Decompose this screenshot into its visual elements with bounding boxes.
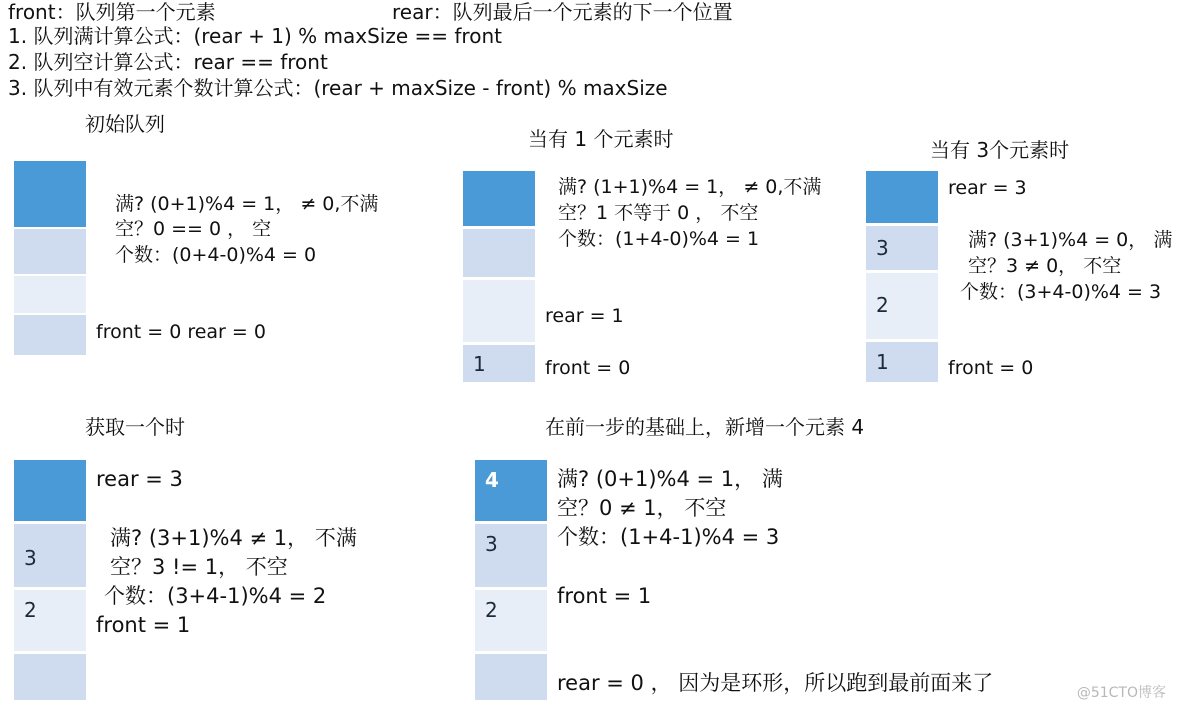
cell-value: 3 <box>24 546 37 570</box>
queue-cell-rear <box>14 460 86 521</box>
front-value: front = 0 <box>948 357 1034 379</box>
queue-cell <box>14 590 86 651</box>
queue-cell <box>463 229 535 277</box>
full-check: 满? (3+1)%4 ≠ 1， 不满 <box>110 526 357 550</box>
full-check: 满? (1+1)%4 = 1， ≠ 0,不满 <box>558 176 822 198</box>
empty-check: 空？0 == 0 ， 空 <box>115 218 272 240</box>
panel-title: 获取一个时 <box>85 415 185 439</box>
rear-value: rear = 3 <box>948 177 1027 199</box>
cell-value: 2 <box>485 598 498 622</box>
cell-value: 4 <box>485 468 499 492</box>
count-calc: 个数：(0+4-0)%4 = 0 <box>115 244 317 266</box>
count-calc: 个数：(1+4-0)%4 = 1 <box>558 228 760 250</box>
empty-check: 空？1 不等于 0 ， 不空 <box>558 202 759 224</box>
rear-value: rear = 0 ， 因为是环形，所以跑到最前面来了 <box>557 671 994 695</box>
full-check: 满? (3+1)%4 = 0， 满 <box>968 229 1173 251</box>
full-check: 满? (0+1)%4 = 1， 满 <box>557 467 783 491</box>
queue-cell-rear <box>14 161 86 227</box>
rear-value: rear = 1 <box>545 305 624 327</box>
queue-cell <box>866 226 938 270</box>
pointer-values: front = 0 rear = 0 <box>96 321 266 343</box>
formula-count: 3. 队列中有效元素个数计算公式：(rear + maxSize - front) % maxSize <box>8 76 668 100</box>
panel-title: 初始队列 <box>85 112 165 136</box>
empty-check: 空？3 ≠ 0， 不空 <box>968 255 1122 277</box>
panel-title: 在前一步的基础上，新增一个元素 4 <box>545 415 865 439</box>
queue-cell <box>14 315 86 355</box>
rear-value: rear = 3 <box>96 467 183 491</box>
cell-value: 1 <box>473 351 486 376</box>
front-value: front = 1 <box>96 613 191 637</box>
queue-cell-rear <box>463 171 535 226</box>
queue-cell <box>866 273 938 339</box>
cell-value: 2 <box>24 598 37 622</box>
count-calc: 个数：(3+4-0)%4 = 3 <box>960 281 1162 303</box>
queue-cell <box>14 229 86 274</box>
full-check: 满? (0+1)%4 = 1， ≠ 0,不满 <box>115 193 379 215</box>
queue-cell <box>14 654 86 700</box>
front-definition: front：队列第一个元素 <box>8 0 216 24</box>
front-value: front = 1 <box>557 584 652 608</box>
queue-cell <box>475 524 547 587</box>
empty-check: 空？0 ≠ 1， 不空 <box>557 496 727 520</box>
formula-empty: 2. 队列空计算公式：rear == front <box>8 50 328 74</box>
queue-cell-rear <box>866 171 938 223</box>
queue-cell <box>463 345 535 382</box>
panel-title: 当有 1 个元素时 <box>528 127 674 151</box>
count-calc: 个数：(3+4-1)%4 = 2 <box>104 584 327 608</box>
formula-full: 1. 队列满计算公式：(rear + 1) % maxSize == front <box>8 24 502 48</box>
queue-cell <box>14 524 86 587</box>
queue-cell-rear <box>475 460 547 521</box>
cell-value: 3 <box>876 236 889 260</box>
rear-definition: rear：队列最后一个元素的下一个位置 <box>392 0 733 24</box>
queue-cell <box>463 280 535 342</box>
queue-cell <box>475 654 547 700</box>
queue-cell <box>475 590 547 651</box>
count-calc: 个数：(1+4-1)%4 = 3 <box>557 525 780 549</box>
watermark: @51CTO博客 <box>1076 685 1166 701</box>
empty-check: 空？3 != 1， 不空 <box>110 555 288 579</box>
front-value: front = 0 <box>545 357 631 379</box>
cell-value: 1 <box>876 350 889 374</box>
queue-cell <box>14 276 86 313</box>
cell-value: 3 <box>485 532 498 556</box>
queue-cell <box>866 342 938 382</box>
panel-title: 当有 3个元素时 <box>930 138 1070 162</box>
cell-value: 2 <box>876 293 889 317</box>
